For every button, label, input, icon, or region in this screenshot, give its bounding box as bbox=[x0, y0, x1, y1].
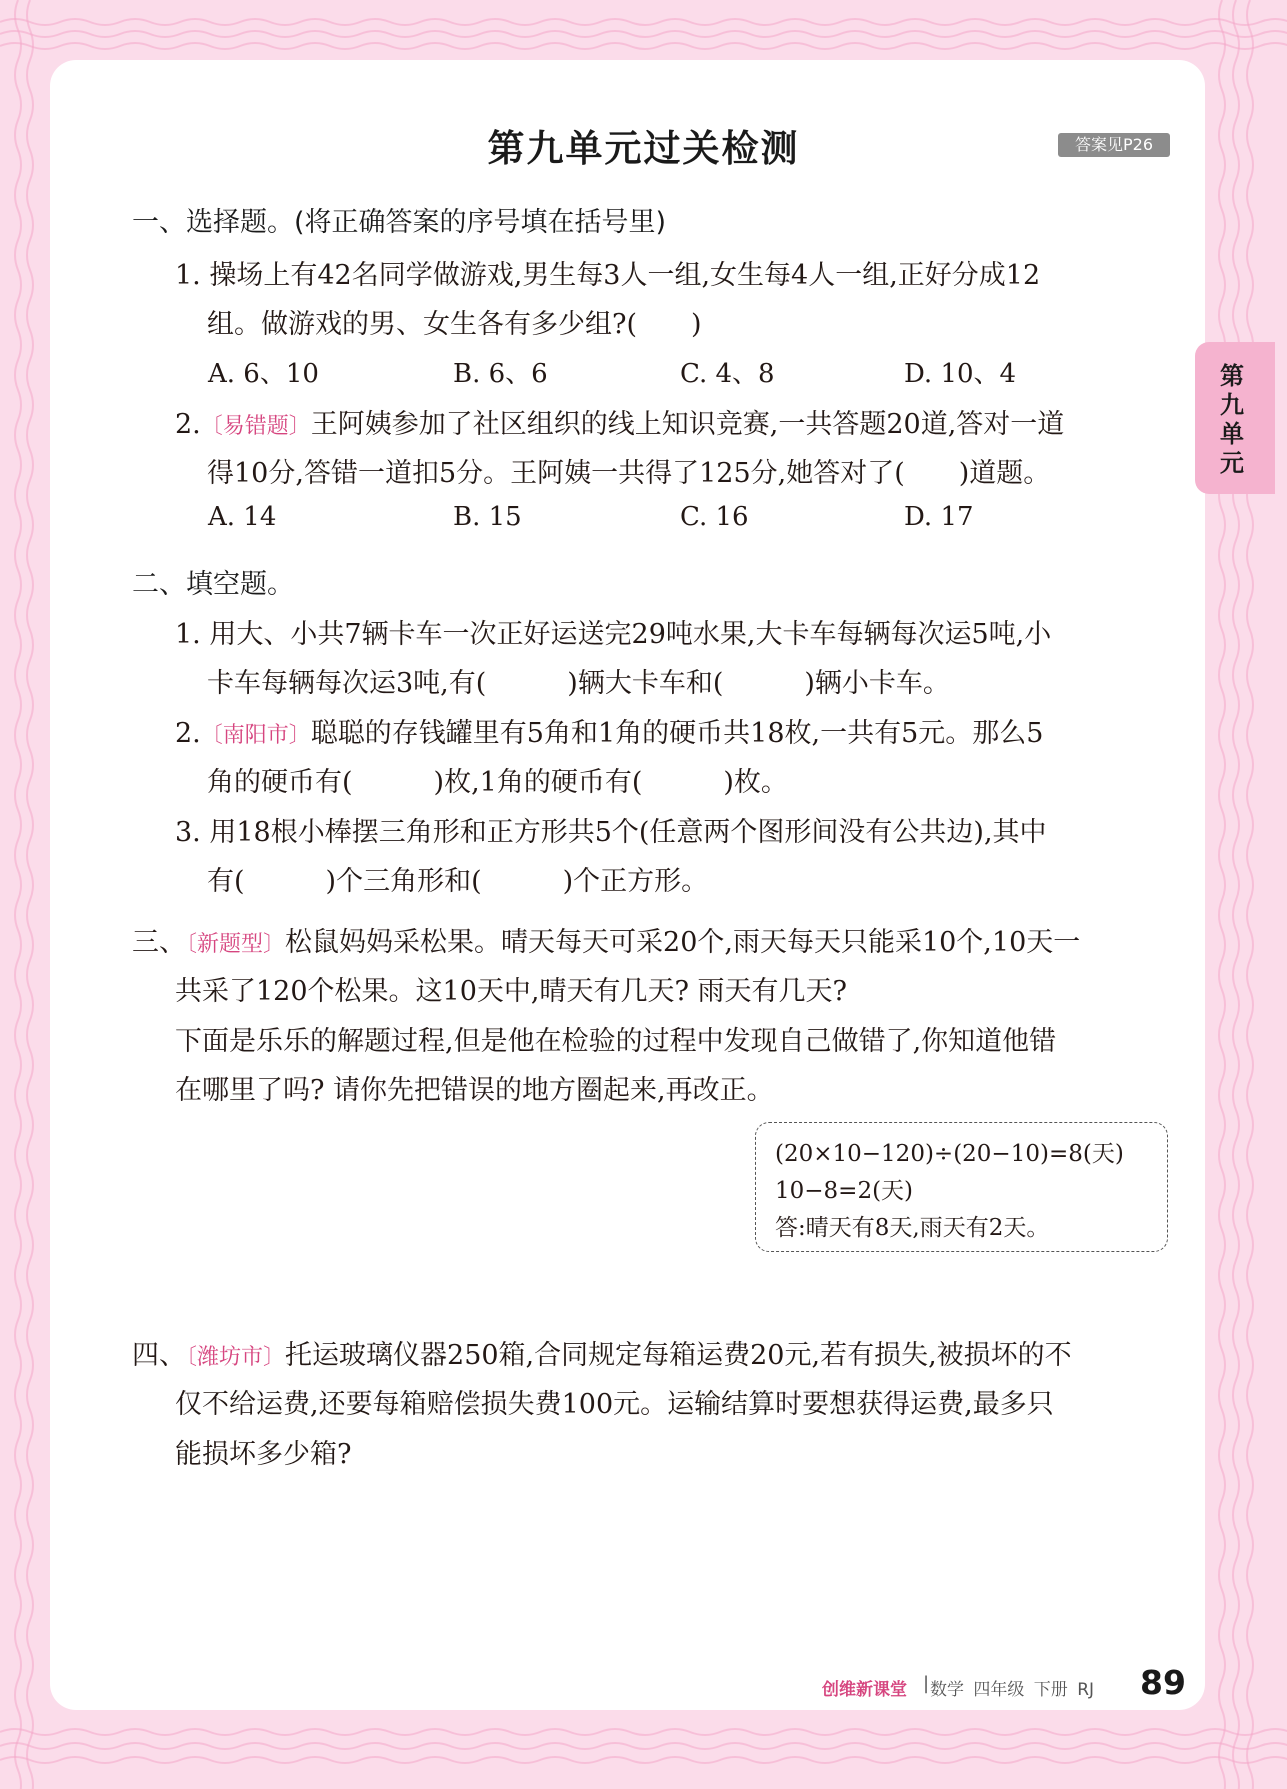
s1-q1-option-d: D. 10、4 bbox=[904, 359, 1017, 389]
unit-side-tab-label: 第九单元 bbox=[1220, 362, 1244, 477]
s2-q2-tag: 〔南阳市〕 bbox=[200, 723, 311, 748]
s2-q2-line2: 角的硬币有( )枚,1角的硬币有( )枚。 bbox=[207, 767, 788, 798]
work-line-1: (20×10−120)÷(20−10)=8(天) bbox=[775, 1141, 1124, 1167]
s1-q1-line2: 组。做游戏的男、女生各有多少组?( ) bbox=[207, 309, 702, 340]
wavy-border-line bbox=[0, 1729, 1287, 1735]
wavy-border-line bbox=[1233, 0, 1239, 1789]
s3-line1 bbox=[132, 920, 1080, 959]
s1-q2-line1 bbox=[175, 402, 1064, 441]
section-1-heading: 一、选择题。(将正确答案的序号填在括号里) bbox=[132, 207, 667, 238]
s2-q2-text1: 聪聪的存钱罐里有5角和1角的硬币共18枚,一共有5元。那么5 bbox=[310, 718, 1044, 749]
section-2-heading: 二、填空题。 bbox=[132, 569, 294, 600]
page-number: 89 bbox=[1140, 1663, 1186, 1702]
wavy-border-line bbox=[0, 43, 1287, 49]
s1-q2-line2: 得10分,答错一道扣5分。王阿姨一共得了125分,她答对了( )道题。 bbox=[207, 458, 1051, 489]
s1-q1-option-b: B. 6、6 bbox=[453, 359, 548, 389]
footer-info: 数学 四年级 下册 RJ bbox=[930, 1680, 1095, 1700]
s1-q2-tag: 〔易错题〕 bbox=[200, 414, 311, 439]
wavy-border-line bbox=[1247, 0, 1253, 1789]
s1-q2-option-a: A. 14 bbox=[208, 502, 277, 532]
s1-q2-option-d: D. 17 bbox=[904, 502, 974, 532]
s3-tag: 〔新题型〕 bbox=[186, 932, 286, 957]
wavy-border-line bbox=[0, 31, 1287, 37]
s2-q3-line1: 3. 用18根小棒摆三角形和正方形共5个(任意两个图形间没有公共边),其中 bbox=[175, 817, 1047, 848]
work-line-3: 答:晴天有8天,雨天有2天。 bbox=[775, 1215, 1050, 1241]
wavy-border-line bbox=[15, 0, 21, 1789]
footer-brand: 创维新课堂 bbox=[822, 1680, 907, 1700]
wavy-border-line bbox=[1219, 0, 1225, 1789]
s1-q2-number: 2. bbox=[175, 409, 201, 440]
wavy-border-line bbox=[0, 1743, 1287, 1749]
s2-q2-number: 2. bbox=[175, 718, 201, 749]
s1-q2-text1: 王阿姨参加了社区组织的线上知识竞赛,一共答题20道,答对一道 bbox=[310, 409, 1065, 440]
s3-line4: 在哪里了吗? 请你先把错误的地方圈起来,再改正。 bbox=[175, 1075, 774, 1106]
s1-q2-option-b: B. 15 bbox=[453, 502, 522, 532]
s1-q1-option-c: C. 4、8 bbox=[680, 359, 775, 389]
s2-q3-line2: 有( )个三角形和( )个正方形。 bbox=[207, 866, 709, 897]
s4-text1: 托运玻璃仪器250箱,合同规定每箱运费20元,若有损失,被损坏的不 bbox=[285, 1340, 1072, 1371]
s3-text1: 松鼠妈妈采松果。晴天每天可采20个,雨天每天只能采10个,10天一 bbox=[285, 927, 1081, 958]
s1-q2-option-c: C. 16 bbox=[680, 502, 749, 532]
s2-q2-line1 bbox=[175, 711, 1043, 750]
s4-line3: 能损坏多少箱? bbox=[175, 1439, 352, 1470]
wavy-border-line bbox=[27, 0, 33, 1789]
page-title: 第九单元过关检测 bbox=[487, 127, 800, 170]
s2-q1-line2: 卡车每辆每次运3吨,有( )辆大卡车和( )辆小卡车。 bbox=[207, 668, 950, 699]
work-line-2: 10−8=2(天) bbox=[775, 1178, 914, 1204]
s1-q1-option-a: A. 6、10 bbox=[208, 359, 319, 389]
s3-prefix: 三、 bbox=[132, 927, 186, 958]
footer-separator: | bbox=[923, 1673, 930, 1694]
answer-reference-badge: 答案见P26 bbox=[1058, 133, 1170, 157]
s2-q1-line1: 1. 用大、小共7辆卡车一次正好运送完29吨水果,大卡车每辆每次运5吨,小 bbox=[175, 619, 1052, 650]
s1-q1-line1: 1. 操场上有42名同学做游戏,男生每3人一组,女生每4人一组,正好分成12 bbox=[175, 260, 1041, 291]
s4-line2: 仅不给运费,还要每箱赔偿损失费100元。运输结算时要想获得运费,最多只 bbox=[175, 1389, 1054, 1420]
s3-line3: 下面是乐乐的解题过程,但是他在检验的过程中发现自己做错了,你知道他错 bbox=[175, 1026, 1057, 1057]
s4-tag: 〔潍坊市〕 bbox=[186, 1345, 286, 1370]
wavy-border-line bbox=[0, 1757, 1287, 1763]
s3-line2: 共采了120个松果。这10天中,晴天有几天? 雨天有几天? bbox=[175, 976, 848, 1007]
wavy-border-line bbox=[0, 19, 1287, 25]
s4-prefix: 四、 bbox=[132, 1340, 186, 1371]
s4-line1 bbox=[132, 1333, 1072, 1372]
